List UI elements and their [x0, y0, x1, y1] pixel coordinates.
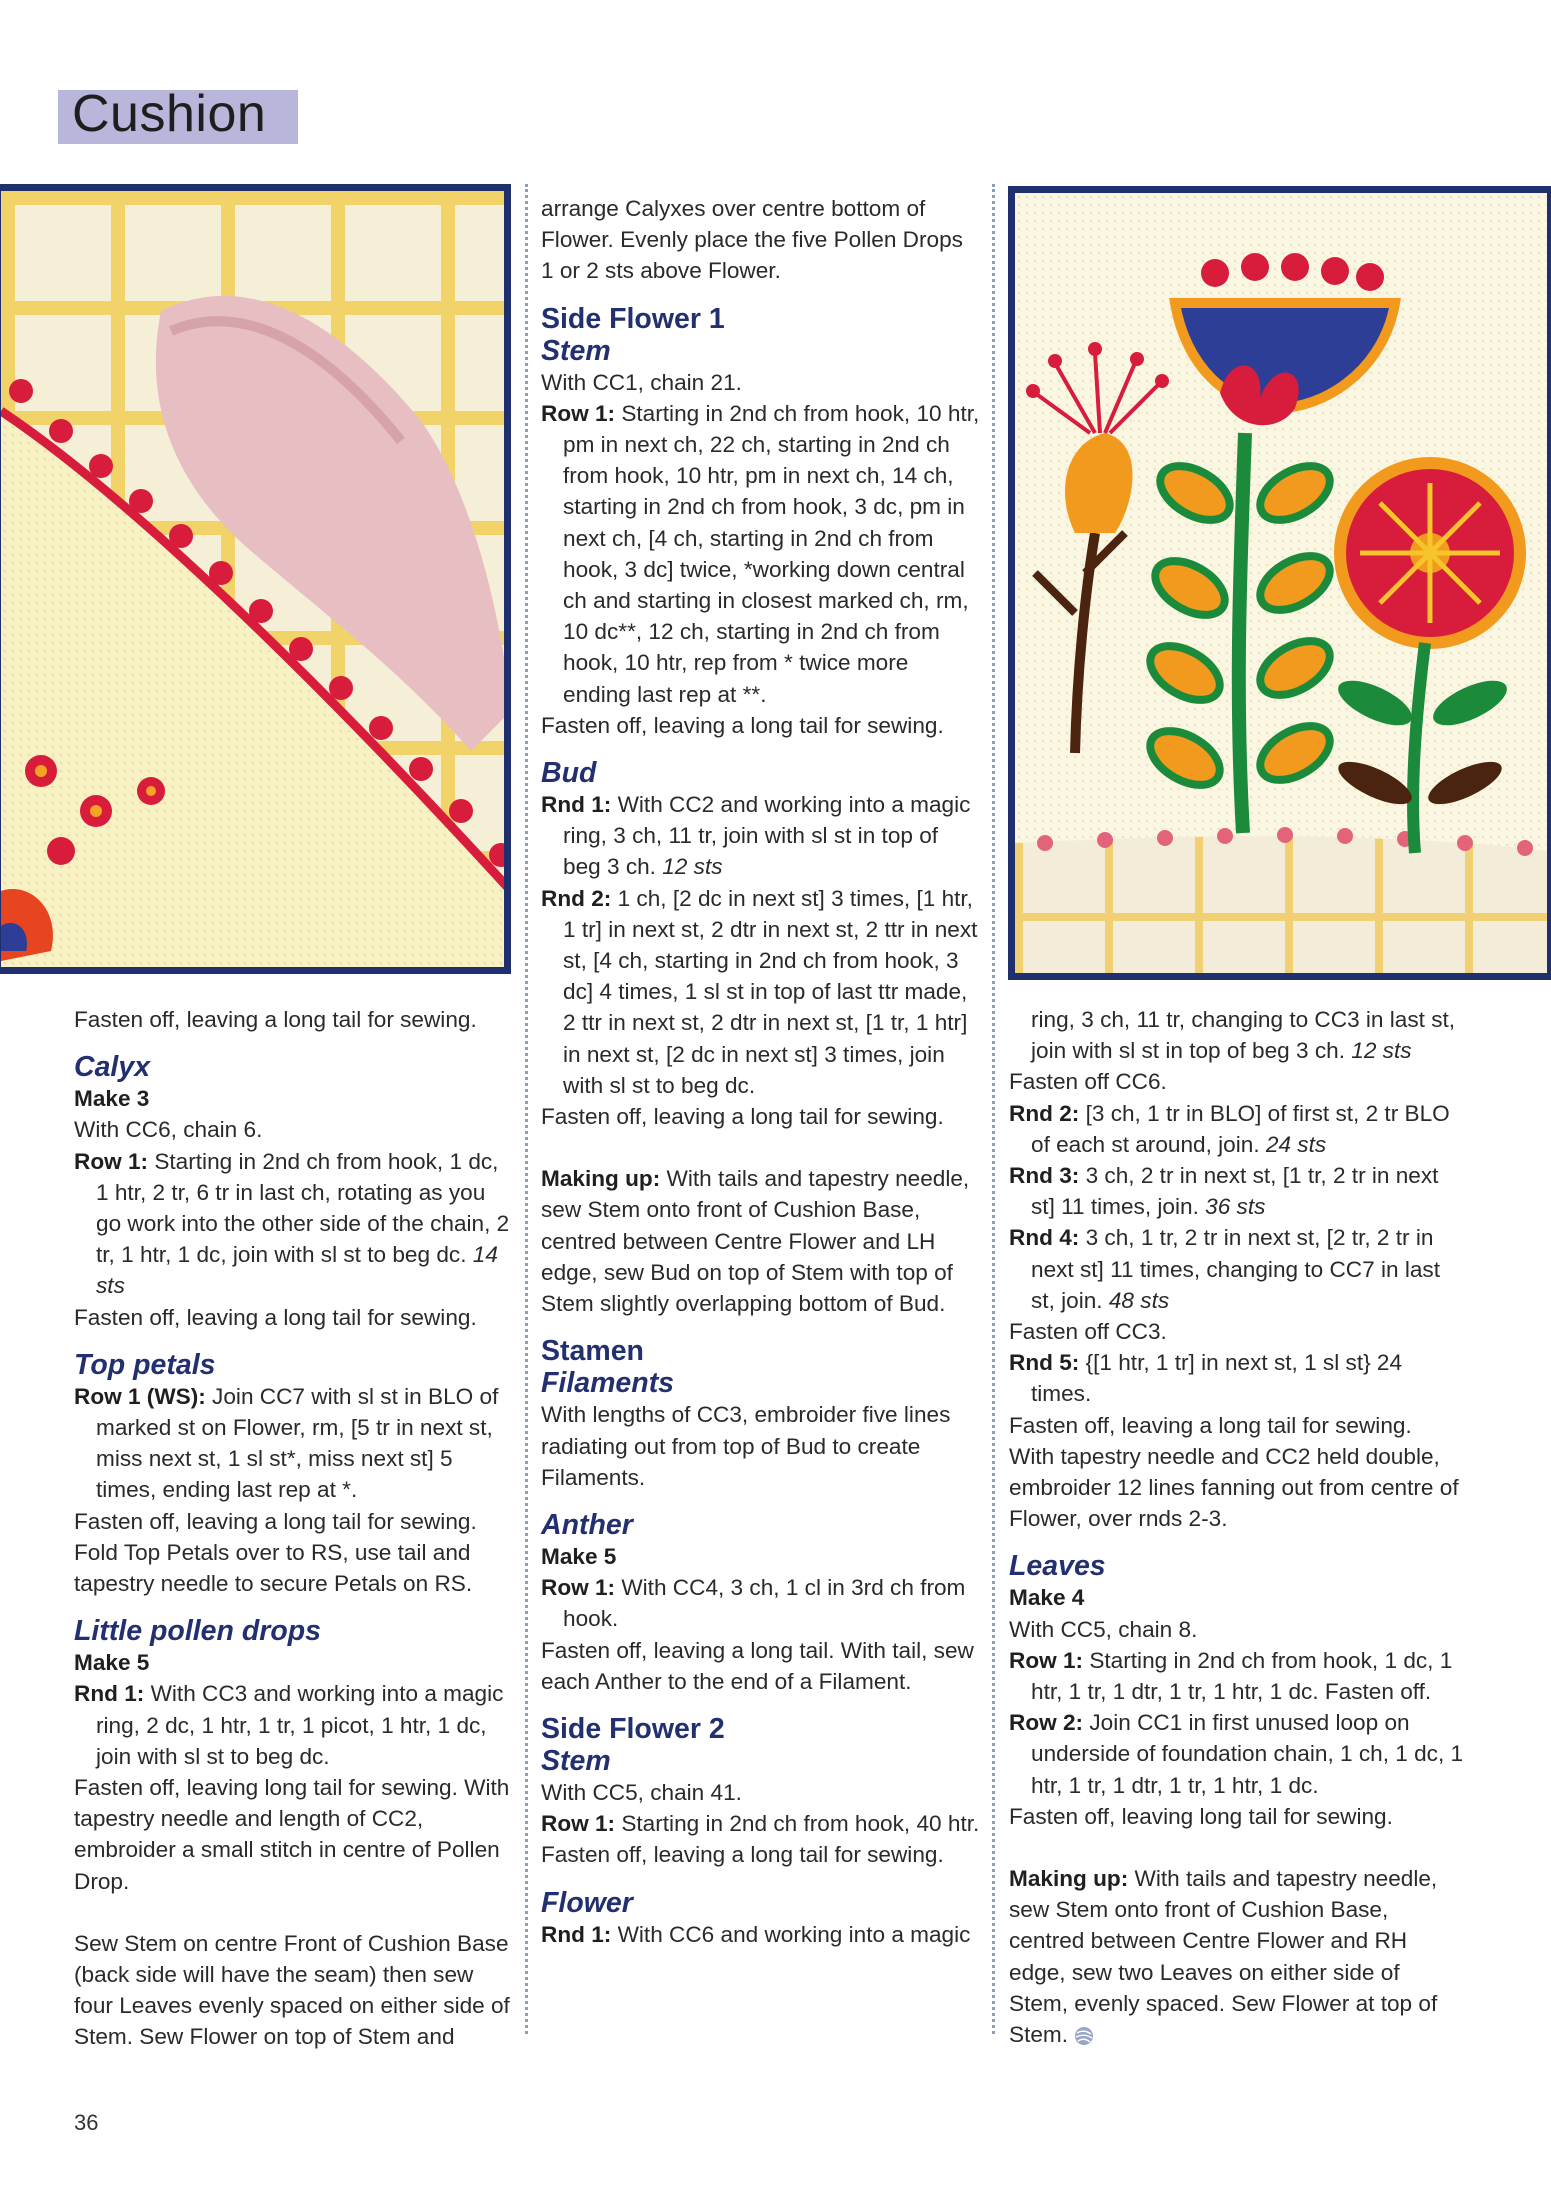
instruction-row: Rnd 1: With CC6 and working into a magic	[541, 1921, 971, 1947]
instruction-row: Row 1: Starting in 2nd ch from hook, 10 htr, pm in next ch, 22 ch, starting in 2nd ch from hook, 10 htr, pm in next ch, 14 ch, starting in 2nd ch from hook, 3 dc, pm in next ch, [4 ch, starting in 2nd ch from hook, 3 dc] twice, *working down central ch and starting in closest marked ch, rm, 10 dc**, 12 ch, starting in 2nd ch from hook, 10 htr, rep from * twice more ending last rep at **.	[541, 400, 980, 707]
paragraph: With tapestry needle and CC2 held double, embroider 12 lines fanning out from centre of Flower, over rnds 2-3.	[1009, 1443, 1459, 1532]
paragraph: Fasten off CC6.	[1009, 1069, 1167, 1095]
make-count: Make 5	[541, 1543, 617, 1569]
paragraph: With CC1, chain 21.	[541, 369, 742, 395]
continued-row: ring, 3 ch, 11 tr, changing to CC3 in last st, join with sl st in top of beg 3 ch. 12 sts	[1031, 1007, 1456, 1064]
instruction-row: Rnd 2: [3 ch, 1 tr in BLO] of first st, 2 tr BLO of each st around, join. 24 sts	[1009, 1100, 1450, 1157]
column-divider	[992, 184, 995, 2034]
cushion-front-illustration	[1015, 193, 1551, 980]
paragraph: Fasten off, leaving a long tail for sewing.	[541, 1842, 944, 1868]
paragraph: Fasten off, leaving a long tail for sewing.	[1009, 1412, 1412, 1438]
paragraph: Fasten off, leaving a long tail for sewing.	[541, 1104, 944, 1130]
paragraph: Fasten off, leaving a long tail. With tail, sew each Anther to the end of a Filament.	[541, 1637, 974, 1694]
make-count: Make 3	[74, 1086, 150, 1112]
yarn-ball-icon	[1074, 2026, 1094, 2046]
paragraph: Sew Stem on centre Front of Cushion Base (back side will have the seam) then sew four Leaves evenly spaced on either side of Stem. Sew Flower on top of Stem and	[74, 1930, 510, 2050]
stamen-heading: Stamen	[541, 1335, 644, 1368]
bud-heading: Bud	[541, 757, 597, 790]
column-divider	[525, 184, 528, 2034]
instruction-row: Rnd 1: With CC3 and working into a magic ring, 2 dc, 1 htr, 1 tr, 1 picot, 1 htr, 1 dc, join with sl st to beg dc.	[74, 1681, 504, 1769]
paragraph: Fasten off, leaving long tail for sewing. With tapestry needle and length of CC2, embroider a small stitch in centre of Pollen Drop.	[74, 1775, 510, 1894]
paragraph: With lengths of CC3, embroider five lines radiating out from top of Bud to create Filaments.	[541, 1402, 951, 1490]
instruction-row: Row 1: Starting in 2nd ch from hook, 1 dc, 1 htr, 1 tr, 1 dtr, 1 tr, 1 htr, 1 dc. Fasten off.	[1009, 1647, 1453, 1705]
calyx-heading: Calyx	[74, 1051, 151, 1084]
cushion-front-photo	[1008, 186, 1551, 980]
instruction-row: Row 1: Starting in 2nd ch from hook, 40 htr.	[541, 1811, 980, 1837]
instruction-row: Row 1: With CC4, 3 ch, 1 cl in 3rd ch from hook.	[541, 1575, 966, 1632]
paragraph: With CC5, chain 41.	[541, 1779, 742, 1805]
paragraph: Fasten off, leaving a long tail for sewing.	[541, 712, 944, 738]
flower-heading: Flower	[541, 1886, 633, 1919]
filaments-subheading: Filaments	[541, 1367, 675, 1400]
instruction-row: Rnd 1: With CC2 and working into a magic ring, 3 ch, 11 tr, join with sl st in top of beg 3 ch. 12 sts	[541, 792, 971, 880]
make-count: Make 5	[74, 1650, 150, 1676]
paragraph: Fasten off, leaving a long tail for sewing.	[74, 1508, 477, 1534]
cushion-edge-photo	[0, 184, 511, 974]
pollen-drops-heading: Little pollen drops	[74, 1615, 321, 1648]
paragraph: Fasten off, leaving a long tail for sewing.	[74, 1007, 477, 1032]
making-up-paragraph: Making up: With tails and tapestry needle, sew Stem onto front of Cushion Base, centred between Centre Flower and RH edge, sew two Leaves on either side of Stem, evenly spaced. Sew Flower at top of Stem.	[1009, 1866, 1438, 2048]
making-up-paragraph: Making up: With tails and tapestry needle, sew Stem onto front of Cushion Base, centred between Centre Flower and LH edge, sew Bud on top of Stem with top of Stem slightly overlapping bottom of Bud.	[541, 1166, 970, 1317]
paragraph: Fasten off CC3.	[1009, 1319, 1167, 1345]
instruction-row: Rnd 2: 1 ch, [2 dc in next st] 3 times, [1 htr, 1 tr] in next st, 2 dtr in next st, 2 ttr in next st, [4 ch, starting in 2nd ch from hook, 3 dc] 4 times, 1 sl st in top of last ttr made, 2 ttr in next st, 2 dtr in next st, [1 tr, 1 htr] in next st, [2 dc in next st] 3 times, join with sl st to beg dc.	[541, 885, 978, 1098]
paragraph: Fold Top Petals over to RS, use tail and tapestry needle to secure Petals on RS.	[74, 1539, 473, 1597]
instruction-row: Row 1 (WS): Join CC7 with sl st in BLO of marked st on Flower, rm, [5 tr in next st, miss next st, 1 sl st*, miss next st] 5 times, ending last rep at *.	[74, 1383, 499, 1503]
column-3	[1009, 1004, 1464, 2050]
paragraph: With CC6, chain 6.	[74, 1117, 263, 1143]
stem-subheading: Stem	[541, 334, 611, 367]
column-2	[541, 193, 981, 1950]
paragraph: Fasten off, leaving a long tail for sewing.	[74, 1304, 477, 1330]
page-title: Cushion	[72, 85, 267, 143]
column-1	[74, 1004, 514, 2053]
stem-subheading: Stem	[541, 1744, 611, 1777]
instruction-row: Row 2: Join CC1 in first unused loop on underside of foundation chain, 1 ch, 1 dc, 1 htr, 1 tr, 1 dtr, 1 tr, 1 htr, 1 dc.	[1009, 1710, 1464, 1798]
anther-heading: Anther	[541, 1508, 633, 1541]
side-flower-2-heading: Side Flower 2	[541, 1712, 725, 1745]
leaves-heading: Leaves	[1009, 1550, 1106, 1583]
instruction-row: Rnd 5: {[1 htr, 1 tr] in next st, 1 sl st} 24 times.	[1009, 1350, 1403, 1407]
cushion-edge-illustration	[1, 191, 511, 974]
paragraph: With CC5, chain 8.	[1009, 1616, 1198, 1642]
page-number: 36	[74, 2110, 99, 2135]
paragraph: arrange Calyxes over centre bottom of Flower. Evenly place the five Pollen Drops 1 or 2 sts above Flower.	[541, 196, 963, 284]
make-count: Make 4	[1009, 1585, 1085, 1611]
side-flower-1-heading: Side Flower 1	[541, 302, 725, 335]
instruction-row: Rnd 4: 3 ch, 1 tr, 2 tr in next st, [2 tr, 2 tr in next st] 11 times, changing to CC7 in last st, join. 48 sts	[1009, 1225, 1440, 1313]
instruction-row: Row 1: Starting in 2nd ch from hook, 1 dc, 1 htr, 2 tr, 6 tr in last ch, rotating as you go work into the other side of the chain, 2 tr, 1 htr, 1 dc, join with sl st to beg dc. 14 sts	[74, 1148, 510, 1299]
paragraph: Fasten off, leaving long tail for sewing.	[1009, 1803, 1393, 1829]
instruction-row: Rnd 3: 3 ch, 2 tr in next st, [1 tr, 2 tr in next st] 11 times, join. 36 sts	[1009, 1163, 1439, 1220]
top-petals-heading: Top petals	[74, 1348, 216, 1381]
